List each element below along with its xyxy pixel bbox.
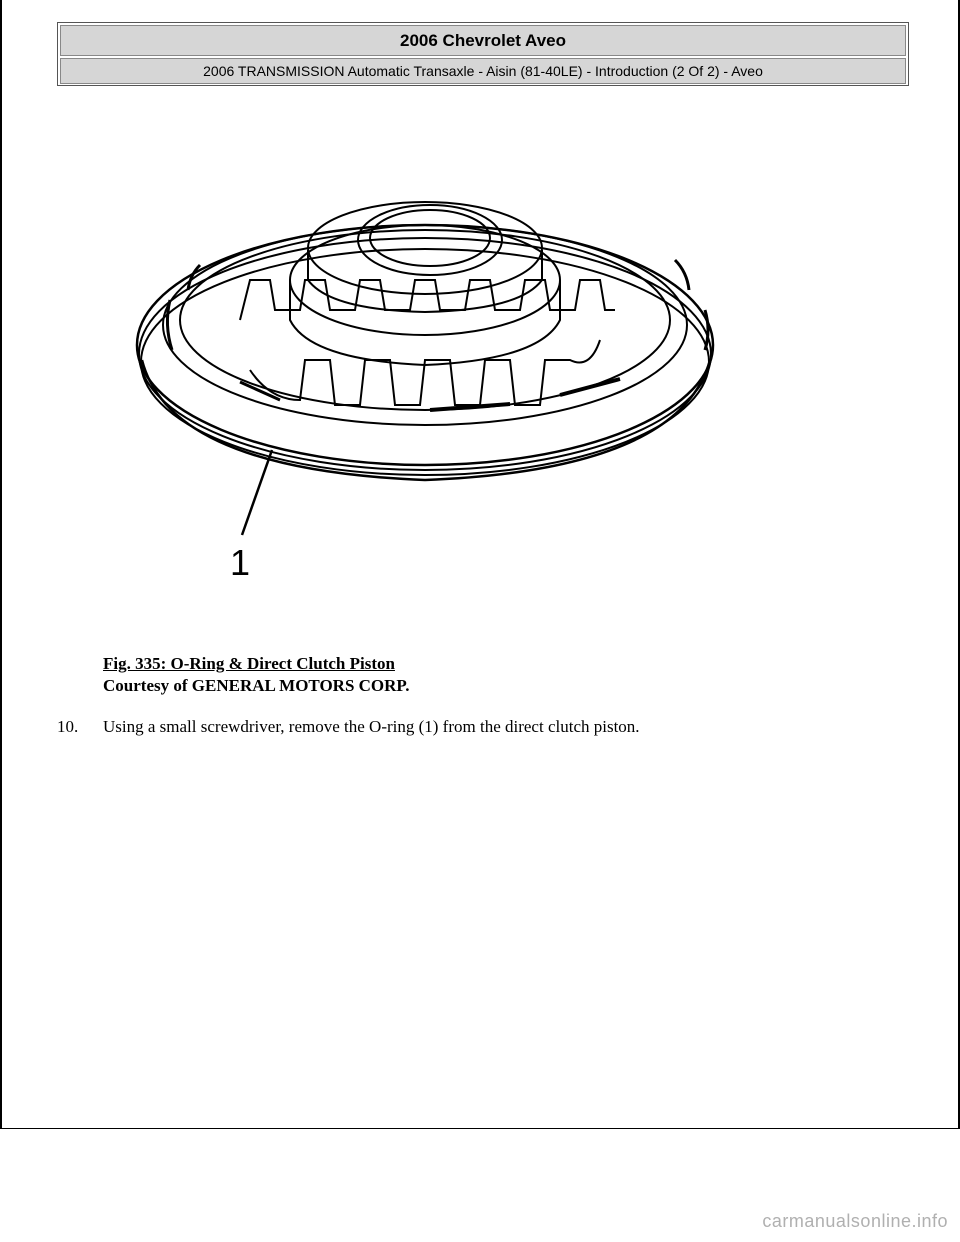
step-text: Using a small screwdriver, remove the O-ring (1) from the direct clutch piston. <box>103 717 640 736</box>
o-ring-groove-upper <box>139 238 711 470</box>
header-title: 2006 Chevrolet Aveo <box>60 25 906 56</box>
figure-caption[interactable]: Fig. 335: O-Ring & Direct Clutch Piston <box>103 654 395 673</box>
callout-label: 1 <box>230 542 251 583</box>
hub-body <box>290 280 560 365</box>
figure-credit: Courtesy of GENERAL MOTORS CORP. <box>103 676 410 695</box>
spline-teeth-lower <box>250 340 600 405</box>
callout-leader <box>242 450 272 535</box>
flange-lower-edge <box>142 360 710 480</box>
slot <box>560 379 620 395</box>
inner-flange-ring-2 <box>180 230 670 410</box>
slot <box>167 300 172 350</box>
page-border-left <box>0 0 2 1128</box>
step-number: 10. <box>57 717 79 736</box>
document-header <box>57 22 909 86</box>
header-subtitle: 2006 TRANSMISSION Automatic Transaxle - Aisin (81-40LE) - Introduction (2 Of 2) - Aveo <box>60 58 906 84</box>
watermark: carmanualsonline.info <box>762 1211 948 1231</box>
clutch-piston-illustration <box>130 170 750 590</box>
footer-divider <box>0 1128 960 1129</box>
procedure-step <box>57 717 640 737</box>
inner-flange-ring <box>163 225 687 425</box>
